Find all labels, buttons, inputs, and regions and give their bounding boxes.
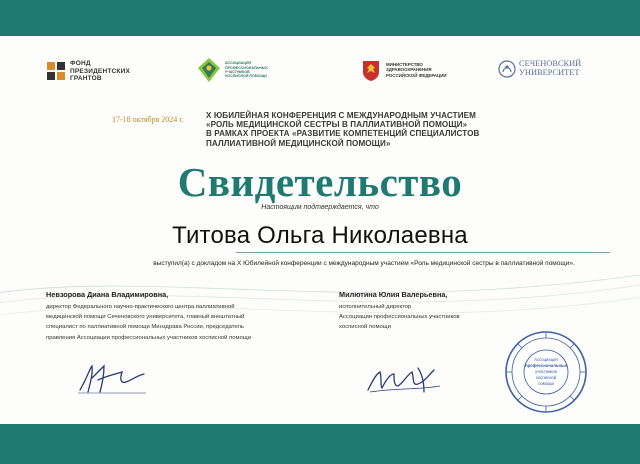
fund-line-2: ПРЕЗИДЕНТСКИХ: [70, 67, 130, 75]
ministry-line-2: ЗДРАВООХРАНЕНИЯ: [386, 67, 432, 73]
fund-logo-text: [70, 60, 130, 83]
presidential-grants-fund-icon: [46, 61, 66, 81]
university-line-1: СЕЧЕНОВСКИЙ: [519, 59, 582, 69]
sechenov-university-logo: [498, 60, 581, 78]
sechenov-logo-text: [519, 60, 581, 77]
sechenov-university-icon: [498, 60, 516, 78]
conference-title-line: В РАМКАХ ПРОЕКТА «РАЗВИТИЕ КОМПЕТЕНЦИЙ СПЕЦИАЛИСТОВ: [206, 129, 480, 139]
recipient-name: Титова Ольга Николаевна: [172, 222, 468, 249]
stamp-line: участников: [535, 369, 557, 374]
fund-line-3: ГРАНТОВ: [70, 75, 102, 82]
left-role-line: правления Ассоциации профессиональных участников хосписной помощи: [46, 334, 252, 341]
top-teal-band: [0, 0, 640, 36]
confirmation-text: Настоящим подтверждается, что: [261, 204, 379, 211]
association-logo-text: АССОЦИАЦИЯ ПРОФЕССИОНАЛЬНЫХ УЧАСТНИКОВ ХОСПИСНОЙ ПОМОЩИ: [225, 61, 268, 79]
left-signatory-role: [46, 302, 278, 343]
stamp-line: профессиональных: [525, 363, 567, 368]
certificate-sheet: [0, 36, 640, 424]
left-role-line: специалист по паллиативной помощи Минздрава России, председатель: [46, 324, 244, 331]
conference-title-line: X ЮБИЛЕЙНАЯ КОНФЕРЕНЦИЯ С МЕЖДУНАРОДНЫМ УЧАСТИЕМ: [206, 111, 476, 120]
stamp-line: помощи: [538, 381, 554, 386]
left-signatory-name: Невзорова Диана Владимировна,: [46, 290, 169, 299]
right-role-line: Ассоциации профессиональных участников: [339, 314, 460, 321]
right-role-line: хосписной помощи: [339, 324, 391, 331]
conference-date: 17-18 октября 2024 г.: [112, 115, 184, 124]
conference-title-line: «РОЛЬ МЕДИЦИНСКОЙ СЕСТРЫ В ПАЛЛИАТИВНОЙ ПОМОЩИ»: [206, 120, 468, 130]
ministry-line-1: МИНИСТЕРСТВО: [386, 61, 423, 67]
right-role-line: исполнительный директор: [339, 304, 412, 310]
ministry-logo: [360, 58, 452, 82]
association-logo: [196, 56, 269, 84]
left-handwritten-signature: [76, 362, 148, 396]
left-role-line: директор Федерального научно-практического центра паллиативной: [46, 304, 235, 310]
conference-title-line: ПАЛЛИАТИВНОЙ МЕДИЦИНСКОЙ ПОМОЩИ»: [206, 138, 391, 148]
right-signatory-name: Милютина Юлия Валерьевна,: [339, 290, 448, 299]
right-signatory-role: [339, 302, 479, 333]
conference-title: [206, 111, 496, 148]
stamp-line: Ассоциация: [534, 357, 558, 362]
russian-eagle-emblem-icon: [360, 58, 382, 82]
participation-text: выступил(а) с докладом на X Юбилейной конференции с международным участием «Роль медицинской сестры в паллиативной помощи».: [153, 260, 575, 267]
bottom-teal-band: [0, 424, 640, 464]
right-handwritten-signature: [364, 362, 444, 396]
palliative-association-icon: [196, 56, 222, 84]
presidential-grants-logo: [46, 60, 130, 83]
stamp-line: хосписной: [535, 375, 557, 380]
organization-seal: [504, 330, 588, 414]
left-role-line: медицинской помощи Сеченовского университета, главный внештатный: [46, 314, 245, 321]
recipient-underline: [236, 252, 610, 253]
fund-line-1: ФОНД: [70, 60, 91, 67]
ministry-line-3: РОССИЙСКОЙ ФЕДЕРАЦИИ: [386, 72, 447, 78]
university-line-2: УНИВЕРСИТЕТ: [519, 68, 580, 77]
certificate-title: Свидетельство: [177, 159, 463, 205]
ministry-logo-text: [386, 62, 452, 78]
